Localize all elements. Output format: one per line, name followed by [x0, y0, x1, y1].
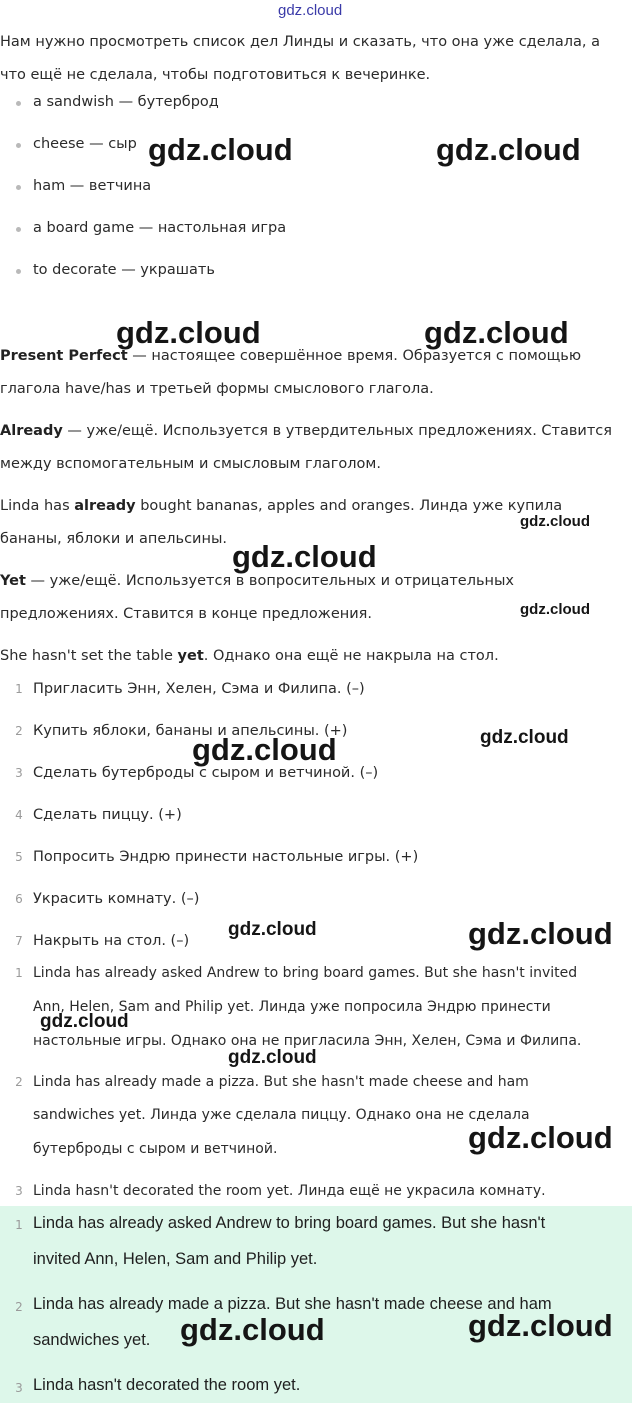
- site-watermark: gdz.cloud: [192, 732, 337, 767]
- site-watermark: gdz.cloud: [424, 315, 569, 350]
- bullet-dot: [16, 143, 21, 148]
- todo-item: Украсить комнату. (–): [33, 891, 200, 907]
- list-number: 5: [15, 850, 23, 864]
- example-text: She hasn't set the table: [0, 648, 178, 664]
- list-number: 3: [15, 1184, 23, 1198]
- bullet-dot: [16, 185, 21, 190]
- grammar-already-line-2: между вспомогательным и смысловым глаголом.: [0, 456, 381, 472]
- site-watermark: gdz.cloud: [148, 132, 293, 167]
- site-watermark: gdz.cloud: [520, 601, 590, 618]
- todo-item: Накрыть на стол. (–): [33, 933, 190, 949]
- site-watermark: gdz.cloud: [40, 1011, 129, 1032]
- answer-line: sandwiches yet.: [33, 1331, 151, 1349]
- todo-item: Сделать пиццу. (+): [33, 807, 182, 823]
- explained-line: Linda hasn't decorated the room yet. Линда ещё не украсила комнату.: [33, 1183, 546, 1199]
- explained-line: Linda has already made a pizza. But she hasn't made cheese and ham: [33, 1074, 529, 1090]
- todo-item: Купить яблоки, бананы и апельсины. (+): [33, 723, 348, 739]
- example-text: bought bananas, apples and oranges. Линда уже купила: [135, 498, 563, 514]
- intro-line-1: Нам нужно просмотреть список дел Линды и сказать, что она уже сделала, а: [0, 34, 601, 50]
- example-text: Linda has: [0, 498, 75, 514]
- todo-item: Сделать бутерброды с сыром и ветчиной. (–): [33, 765, 379, 781]
- todo-item: Пригласить Энн, Хелен, Сэма и Филипа. (–): [33, 681, 365, 697]
- site-watermark: gdz.cloud: [232, 539, 377, 574]
- list-number: 7: [15, 934, 23, 948]
- list-number: 3: [15, 766, 23, 780]
- answer-line: Linda hasn't decorated the room yet.: [33, 1376, 301, 1394]
- grammar-pp-line-2: глагола have/has и третьей формы смыслового глагола.: [0, 381, 434, 397]
- vocab-item: a sandwish — бутерброд: [33, 94, 219, 110]
- term-already: Already: [0, 423, 63, 439]
- vocab-item: a board game — настольная игра: [33, 220, 287, 236]
- term-yet: Yet: [0, 573, 26, 589]
- bullet-dot: [16, 101, 21, 106]
- pp-definition: — настоящее совершённое время. Образуется с помощью: [127, 348, 582, 364]
- example-already-line-2: бананы, яблоки и апельсины.: [0, 531, 228, 547]
- list-number: 1: [15, 682, 23, 696]
- list-number: 3: [15, 1381, 23, 1395]
- example-keyword: yet: [177, 648, 204, 664]
- site-watermark: gdz.cloud: [468, 1308, 613, 1343]
- site-watermark: gdz.cloud: [180, 1312, 325, 1347]
- site-watermark: gdz.cloud: [520, 513, 590, 530]
- answer-line: Linda has already made a pizza. But she hasn't made cheese and ham: [33, 1295, 552, 1313]
- list-number: 1: [15, 1218, 23, 1232]
- vocab-item: ham — ветчина: [33, 178, 152, 194]
- explained-line: Linda has already asked Andrew to bring board games. But she hasn't invited: [33, 965, 578, 981]
- answer-line: invited Ann, Helen, Sam and Philip yet.: [33, 1250, 318, 1268]
- list-number: 2: [15, 1300, 23, 1314]
- site-watermark: gdz.cloud: [228, 1047, 317, 1068]
- yet-definition: — уже/ещё. Используется в вопросительных и отрицательных: [25, 573, 515, 589]
- site-watermark: gdz.cloud: [116, 315, 261, 350]
- todo-item: Попросить Эндрю принести настольные игры. (+): [33, 849, 419, 865]
- site-watermark: gdz.cloud: [480, 727, 569, 748]
- site-watermark: gdz.cloud: [436, 132, 581, 167]
- site-watermark: gdz.cloud: [228, 919, 317, 940]
- list-number: 1: [15, 966, 23, 980]
- intro-line-2: что ещё не сделала, чтобы подготовиться к вечеринке.: [0, 67, 431, 83]
- answer-line: Linda has already asked Andrew to bring board games. But she hasn't: [33, 1214, 546, 1232]
- example-yet: [0, 640, 499, 673]
- vocab-item: to decorate — украшать: [33, 262, 215, 278]
- grammar-already-line-1: [0, 415, 612, 448]
- bullet-dot: [16, 269, 21, 274]
- explained-line: Ann, Helen, Sam and Philip yet. Линда уже попросила Эндрю принести: [33, 999, 551, 1015]
- list-number: 2: [15, 1075, 23, 1089]
- example-keyword: already: [74, 498, 136, 514]
- vocab-item: cheese — сыр: [33, 136, 137, 152]
- explained-line: бутерброды с сыром и ветчиной.: [33, 1141, 278, 1157]
- bullet-dot: [16, 227, 21, 232]
- example-already-line-1: [0, 490, 562, 523]
- answer-block: [0, 1206, 632, 1403]
- already-definition: — уже/ещё. Используется в утвердительных предложениях. Ставится: [62, 423, 612, 439]
- list-number: 2: [15, 724, 23, 738]
- explained-line: sandwiches yet. Линда уже сделала пиццу. Однако она не сделала: [33, 1107, 530, 1123]
- example-text: . Однако она ещё не накрыла на стол.: [203, 648, 499, 664]
- list-number: 4: [15, 808, 23, 822]
- site-watermark: gdz.cloud: [468, 916, 613, 951]
- site-watermark: gdz.cloud: [468, 1120, 613, 1155]
- grammar-yet-line-2: предложениях. Ставится в конце предложения.: [0, 606, 373, 622]
- explained-line: настольные игры. Однако она не пригласила Энн, Хелен, Сэма и Филипа.: [33, 1033, 582, 1049]
- site-watermark-top: gdz.cloud: [278, 2, 343, 19]
- term-present-perfect: Present Perfect: [0, 348, 128, 364]
- list-number: 6: [15, 892, 23, 906]
